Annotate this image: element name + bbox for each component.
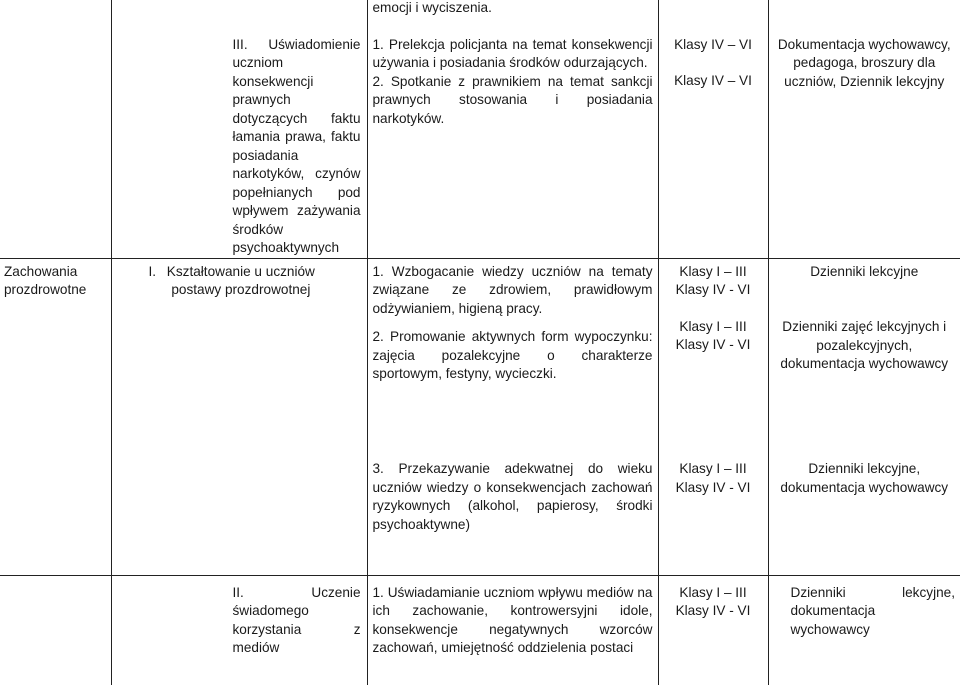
- table-row: [0, 258, 960, 452]
- action-cell: [367, 452, 658, 575]
- action-item: 3. Przekazywanie adekwatnej do wieku uczniów wiedzy o konsekwencjach zachowań ryzykownych (alkohol, papierosy, środki psychoaktywne): [372, 461, 653, 532]
- documentation-text: Dzienniki zajęć lekcyjnych i pozalekcyjnych, dokumentacja wychowawcy: [780, 319, 949, 371]
- classes-label: Klasy I – III: [679, 584, 747, 600]
- task-text: Kształtowanie u uczniów postawy prozdrowotnej: [166, 263, 315, 297]
- classes-label: Klasy IV - VI: [675, 603, 751, 618]
- action-item: 2. Spotkanie z prawnikiem na temat sankcji prawnych stosowania i posiadania narkotyków.: [372, 73, 653, 126]
- continuation-text: emocji i wyciszenia.: [372, 0, 492, 15]
- documentation-text: Dzienniki lekcyjne, dokumentacja wychowawcy: [780, 461, 949, 495]
- documentation-cell: [768, 258, 960, 452]
- action-cell: [367, 36, 658, 259]
- classes-cell: [658, 36, 768, 259]
- table-row: [0, 452, 960, 575]
- classes-label: Klasy IV - VI: [675, 337, 751, 352]
- action-item: 2. Promowanie aktywnych form wypoczynku: zajęcia pozalekcyjne o charakterze sportowym, festyny, wycieczki.: [372, 329, 653, 381]
- action-item: 1. Prelekcja policjanta na temat konsekwencji używania i posiadania środków odurzających.: [372, 36, 653, 70]
- table-row: [0, 575, 960, 685]
- classes-label: Klasy I – III: [679, 263, 747, 279]
- classes-cell: [658, 575, 768, 685]
- task-cell: [111, 36, 367, 259]
- area-text: Zachowania prozdrowotne: [4, 263, 87, 297]
- documentation-text: Dzienniki lekcyjne, dokumentacja wychowawcy: [790, 584, 955, 637]
- area-cell: [0, 258, 111, 452]
- classes-label: Klasy IV - VI: [675, 282, 751, 297]
- classes-cell: [658, 258, 768, 452]
- table-row: [0, 36, 960, 259]
- action-cell: [367, 575, 658, 685]
- documentation-text: Dzienniki lekcyjne: [810, 263, 919, 279]
- documentation-cell: [768, 575, 960, 685]
- task-cell: [111, 575, 367, 685]
- classes-label: Klasy IV - VI: [675, 479, 751, 495]
- classes-label: Klasy I – III: [679, 318, 747, 334]
- documentation-text: Dokumentacja wychowawcy, pedagoga, broszury dla uczniów, Dziennik lekcyjny: [777, 36, 951, 89]
- classes-cell: [658, 452, 768, 575]
- task-text: II. Uczenie świadomego korzystania z mediów: [232, 584, 361, 655]
- task-text: III. Uświadomienie uczniom konsekwencji prawnych dotyczących faktu łamania prawa, faktu posiadania narkotyków, czynów popełnianych pod wpływem zażywania środków psychoaktywnych: [232, 36, 361, 255]
- documentation-cell: [768, 452, 960, 575]
- documentation-cell: [768, 36, 960, 259]
- task-number: I.: [148, 263, 157, 279]
- action-cell: [367, 258, 658, 452]
- classes-label: Klasy I – III: [679, 461, 747, 476]
- action-item: 1. Uświadamianie uczniom wpływu mediów na ich zachowanie, kontrowersyjni idole, konsekwencje negatywnych wzorców zachowań, umiejętność oddzielenia postaci: [372, 584, 653, 655]
- classes-label: Klasy IV – VI: [674, 73, 752, 88]
- table-row: [0, 0, 960, 36]
- action-item: 1. Wzbogacanie wiedzy uczniów na tematy związane ze zdrowiem, prawidłowym odżywianiem, higieną pracy.: [372, 263, 653, 316]
- classes-label: Klasy IV – VI: [674, 36, 752, 52]
- task-cell: [111, 258, 367, 452]
